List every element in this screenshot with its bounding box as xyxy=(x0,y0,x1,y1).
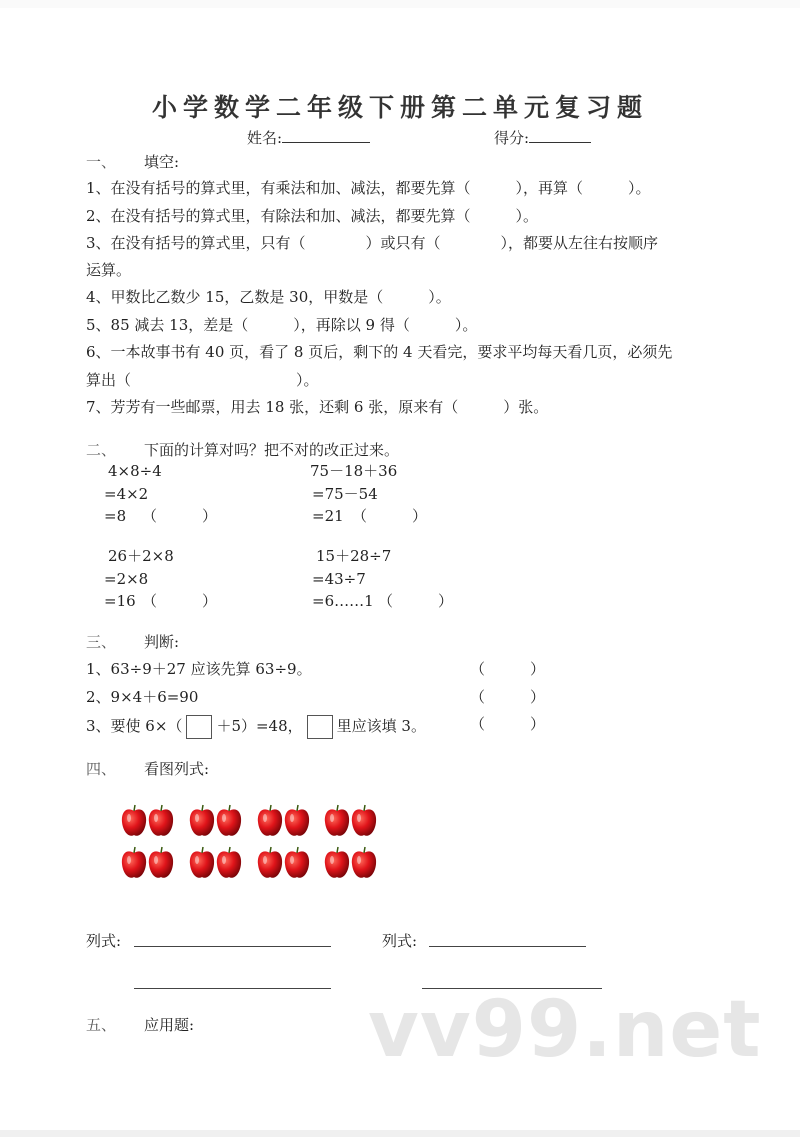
answer-paren: （ ） xyxy=(142,507,218,525)
apple-icon xyxy=(257,804,283,838)
answer-paren: （ ） xyxy=(470,688,546,706)
formula-label: 列式: xyxy=(382,932,418,950)
question: 2、在没有括号的算式里，有除法和加、减法，都要先算（ ）。 xyxy=(86,207,539,225)
page-title: 小学数学二年级下册第二单元复习题 xyxy=(151,93,648,122)
answer-paren: （ ） xyxy=(470,715,546,733)
apple-icon xyxy=(324,846,350,880)
item-text: ＋5）=48， xyxy=(216,717,303,735)
apple-icon xyxy=(121,846,147,880)
section1-heading: 填空: xyxy=(144,153,180,171)
apple-icon xyxy=(324,804,350,838)
apple-icon xyxy=(148,804,174,838)
section3-number: 三、 xyxy=(86,633,117,651)
top-edge xyxy=(0,0,800,8)
formula-line xyxy=(134,946,331,947)
calc-line: 75－18＋36 xyxy=(310,462,398,480)
question: 5、85 减去 13，差是（ ），再除以 9 得（ ）。 xyxy=(86,316,478,334)
section1-number: 一、 xyxy=(86,153,117,171)
calc-line: =75－54 xyxy=(312,485,378,503)
apple-icon xyxy=(284,846,310,880)
question-continued: 算出（ ）。 xyxy=(86,371,319,389)
question: 6、一本故事书有 40 页，看了 8 页后，剩下的 4 天看完，要求平均每天看几页，必须先 xyxy=(86,343,673,361)
answer-paren: （ ） xyxy=(142,592,218,610)
question: 4、甲数比乙数少 15，乙数是 30，甲数是（ ）。 xyxy=(86,288,451,306)
apple-icon xyxy=(189,804,215,838)
question: 3、在没有括号的算式里，只有（ ）或只有（ ），都要从左往右按顺序 xyxy=(86,234,659,252)
calc-line: =16 xyxy=(104,592,136,610)
section5-number: 五、 xyxy=(86,1016,117,1034)
formula-label: 列式: xyxy=(86,932,122,950)
section2-heading: 下面的计算对吗？把不对的改正过来。 xyxy=(144,441,400,459)
calc-line: 26＋2×8 xyxy=(108,547,174,565)
calc-line: =21 xyxy=(312,507,344,525)
judgment-item: 2、9×4＋6=90 xyxy=(86,688,199,706)
apple-icon xyxy=(351,804,377,838)
judgment-item xyxy=(86,715,426,739)
name-label: 姓名: xyxy=(247,129,283,147)
watermark: vv99.net xyxy=(368,985,762,1075)
calc-line: =6……1 xyxy=(312,592,374,610)
calc-line: 15＋28÷7 xyxy=(316,547,392,565)
blank-box xyxy=(186,715,212,739)
answer-paren: （ ） xyxy=(470,660,546,678)
question: 7、芳芳有一些邮票，用去 18 张，还剩 6 张，原来有（ ）张。 xyxy=(86,398,549,416)
item-text: 3、要使 6×（ xyxy=(86,717,183,735)
answer-paren: （ ） xyxy=(352,507,428,525)
question-continued: 运算。 xyxy=(86,261,132,279)
apple-icon xyxy=(148,846,174,880)
score-blank xyxy=(529,128,591,143)
score-label: 得分: xyxy=(494,129,530,147)
calc-line: 4×8÷4 xyxy=(108,462,162,480)
calc-line: =43÷7 xyxy=(312,570,366,588)
calc-line: =4×2 xyxy=(104,485,149,503)
section5-heading: 应用题: xyxy=(144,1016,195,1034)
item-text: 里应该填 3。 xyxy=(336,717,426,735)
name-blank xyxy=(282,128,370,143)
section4-number: 四、 xyxy=(86,760,117,778)
name-field xyxy=(247,128,370,147)
score-field xyxy=(494,128,591,147)
apple-icon xyxy=(216,804,242,838)
bottom-edge xyxy=(0,1130,800,1137)
section3-heading: 判断: xyxy=(144,633,180,651)
blank-box xyxy=(307,715,333,739)
calc-line: =2×8 xyxy=(104,570,149,588)
section2-number: 二、 xyxy=(86,441,117,459)
apple-icon xyxy=(257,846,283,880)
apple-icon xyxy=(189,846,215,880)
question: 1、在没有括号的算式里，有乘法和加、减法，都要先算（ ），再算（ ）。 xyxy=(86,179,651,197)
formula-line xyxy=(134,988,331,989)
apple-icon xyxy=(351,846,377,880)
apple-icon xyxy=(216,846,242,880)
judgment-item: 1、63÷9＋27 应该先算 63÷9。 xyxy=(86,660,312,678)
section4-heading: 看图列式: xyxy=(144,760,210,778)
apple-icon xyxy=(121,804,147,838)
answer-paren: （ ） xyxy=(378,592,454,610)
calc-line: =8 xyxy=(104,507,127,525)
formula-line xyxy=(429,946,586,947)
apple-icon xyxy=(284,804,310,838)
